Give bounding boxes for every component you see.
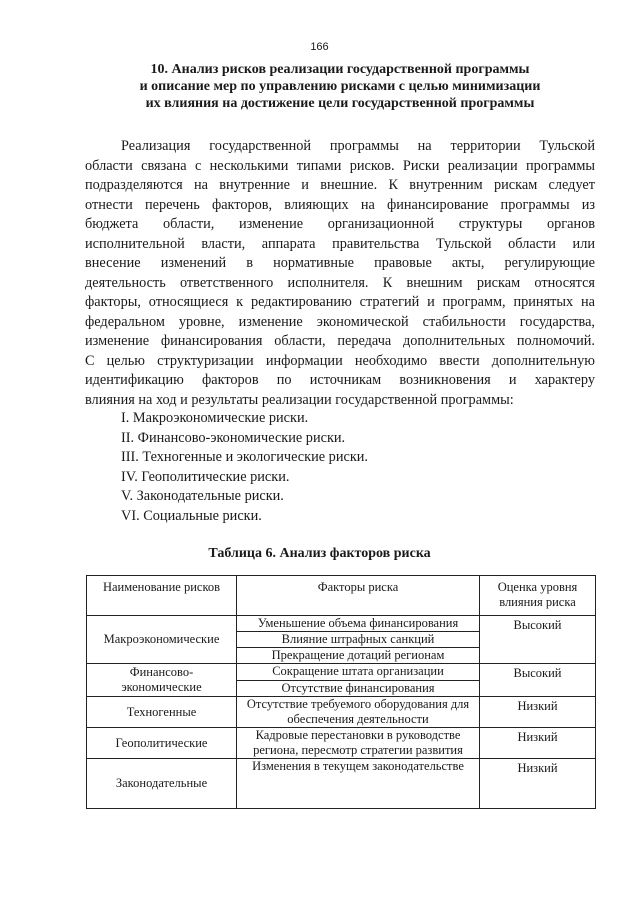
risk-name-cell: Макроэкономические <box>87 616 237 664</box>
paragraph-line: деятельность ответственного исполнителя. К внешним рискам относятся <box>85 274 595 291</box>
list-item: V. Законодательные риски. <box>121 488 284 504</box>
paragraph-line: исполнительной власти, аппарата правительства Тульской области или <box>85 235 595 252</box>
list-item: VI. Социальные риски. <box>121 507 262 524</box>
list-item: III. Техногенные и экологические риски. <box>121 449 368 465</box>
section-heading <box>85 61 595 112</box>
table-row <box>87 697 596 728</box>
paragraph-line: Реализация государственной программы на территории Тульской <box>121 138 595 154</box>
column-header: Оценка уровня влияния риска <box>480 576 596 616</box>
page-number: 166 <box>310 41 329 53</box>
heading-line: их влияния на достижение цели государственной программы <box>145 96 535 111</box>
table-title: Таблица 6. Анализ факторов риска <box>208 546 431 561</box>
factor-cell: Отсутствие финансирования <box>237 680 480 697</box>
factor-cell: Прекращение дотаций регионам <box>237 648 480 664</box>
table-row <box>87 759 596 809</box>
paragraph-line: области связана с несколькими типами рисков. Риски реализации программы <box>85 157 595 174</box>
level-cell: Низкий <box>480 759 596 809</box>
level-cell: Высокий <box>480 616 596 664</box>
table-row <box>87 728 596 759</box>
factor-cell: Изменения в текущем законодательстве <box>237 759 480 809</box>
paragraph-line: идентификацию факторов по источникам возникновения и характеру <box>85 372 595 388</box>
table-header-row <box>87 576 596 616</box>
heading-line: 10. Анализ рисков реализации государственной программы <box>150 62 530 77</box>
factor-cell: Уменьшение объема финансирования <box>237 616 480 632</box>
list-item: IV. Геополитические риски. <box>121 468 290 485</box>
paragraph-line: факторы, относящиеся к редактированию стратегий и программ, принятых на <box>85 294 595 310</box>
column-header: Наименование рисков <box>87 576 237 616</box>
risk-types-list <box>121 409 368 526</box>
factor-cell: Кадровые перестановки в руководстве региона, пересмотр стратегии развития <box>237 728 480 759</box>
factor-cell: Влияние штрафных санкций <box>237 632 480 648</box>
paragraph-line: влияния на ход и результаты реализации государственной программы: <box>85 391 514 408</box>
paragraph-line: подразделяются на внутренние и внешние. К внутренним рискам следует <box>85 177 595 193</box>
paragraph-line: С целью структуризации информации необходимо ввести дополнительную <box>85 352 595 369</box>
level-cell: Низкий <box>480 728 596 759</box>
paragraph-line: федеральном уровне, изменение экономической стабильности государства, <box>85 313 595 330</box>
paragraph-line: отнести перечень факторов, влияющих на финансирование программы из <box>85 196 595 213</box>
body-paragraph <box>85 137 595 410</box>
column-header: Факторы риска <box>237 576 480 616</box>
table-row <box>87 664 596 681</box>
heading-line: и описание мер по управлению рисками с целью минимизации <box>139 79 541 94</box>
level-cell: Высокий <box>480 664 596 697</box>
table-row <box>87 616 596 632</box>
level-cell: Низкий <box>480 697 596 728</box>
list-item: I. Макроэкономические риски. <box>121 410 309 426</box>
risk-name-cell: Техногенные <box>87 697 237 728</box>
paragraph-line: бюджета области, изменение организационной структуры органов <box>85 216 595 232</box>
factor-cell: Сокращение штата организации <box>237 664 480 681</box>
risk-factors-table <box>86 575 596 809</box>
list-item: II. Финансово-экономические риски. <box>121 429 346 446</box>
risk-name-cell: Геополитические <box>87 728 237 759</box>
paragraph-line: внесение изменений в нормативные правовые акты, регулирующие <box>85 255 595 271</box>
paragraph-line: изменение финансирования области, передача дополнительных полномочий. <box>85 333 595 349</box>
risk-name-cell: Законодательные <box>87 759 237 809</box>
factor-cell: Отсутствие требуемого оборудования для обеспечения деятельности <box>237 697 480 728</box>
risk-name-cell: Финансово-экономические <box>87 664 237 697</box>
